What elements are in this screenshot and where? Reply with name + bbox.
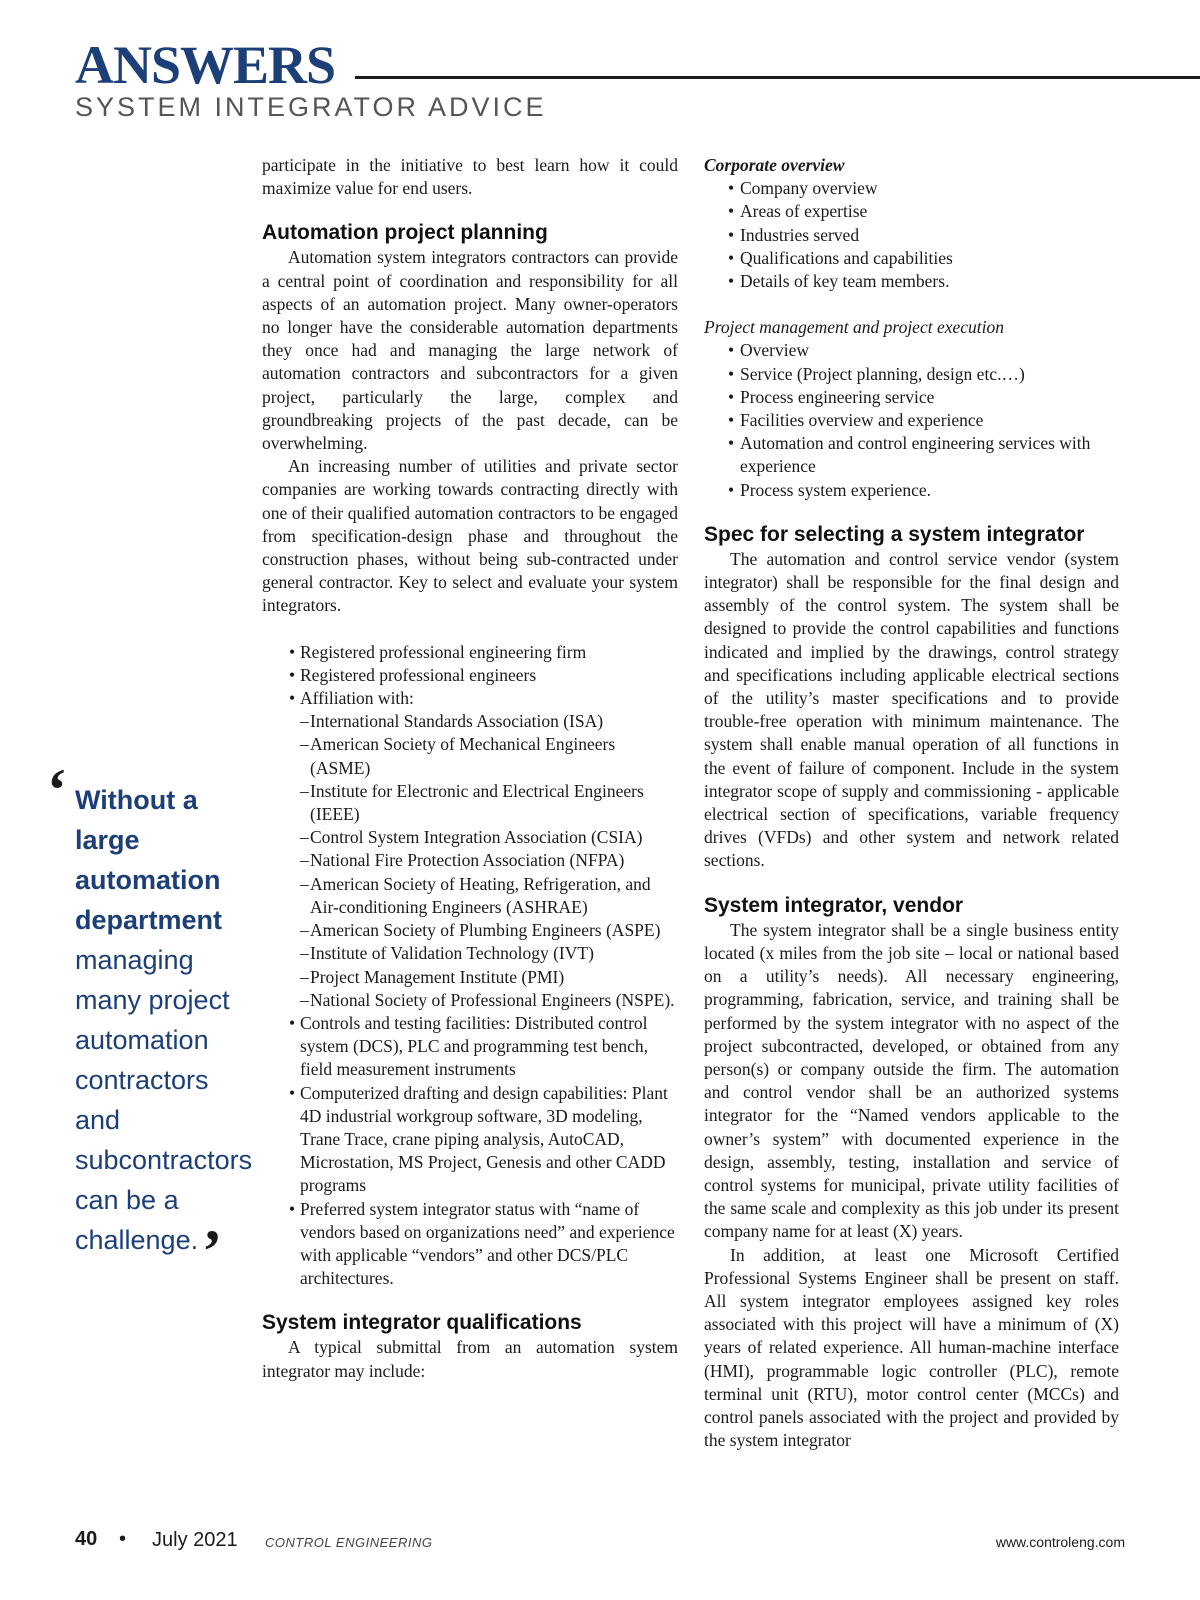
pull-quote — [47, 757, 253, 1284]
list-item: • Process engineering service — [704, 386, 1119, 409]
list-item: • Registered professional engineers — [262, 664, 678, 687]
criteria-list-continued — [262, 1012, 678, 1290]
list-item: • Industries served — [704, 224, 1119, 247]
paragraph: A typical submittal from an automation system integrator may include: — [262, 1337, 678, 1381]
affiliation-list — [262, 710, 678, 1012]
affiliation-item: – Institute for Electronic and Electrical Engineers (IEEE) — [262, 780, 678, 826]
list-item: • Facilities overview and experience — [704, 409, 1119, 432]
corporate-overview-title: Corporate overview — [704, 155, 845, 175]
paragraph: The automation and control service vendor (system integrator) shall be responsible for the final design and assembly of the control system. The system shall be designed to provide the control capabilities and functions indicated and implied by the drawings, control strategy and specifications including applicable electrical sections of the utility’s master specifications and to provide trouble-free operation with minimum maintenance. The system shall enable manual operation of all functions in the event of failure of component. Include in the system integrator scope of supply and commissioning - applicable electrical section of specifications, variable frequency drives (VFDs) and other system and network related sections. — [704, 548, 1119, 871]
corporate-overview-list — [704, 177, 1119, 293]
footer-separator: • — [119, 1528, 127, 1550]
affiliation-item: – International Standards Association (ISA) — [262, 710, 678, 733]
website-link[interactable]: www.controleng.com — [995, 1534, 1125, 1550]
intro-paragraph: participate in the initiative to best learn how it could maximize value for end users. — [262, 155, 678, 199]
pull-quote-text: managing many project automation contractors and subcontractors can be a challenge. — [75, 945, 253, 1255]
list-item-label: Affiliation with: — [300, 688, 414, 709]
list-item: • Controls and testing facilities: Distributed control system (DCS), PLC and programming test bench, field measurement instruments — [262, 1012, 678, 1082]
section-subtitle: SYSTEM INTEGRATOR ADVICE — [75, 92, 547, 122]
issue-date: July 2021 — [152, 1529, 238, 1551]
list-item: • Registered professional engineering firm — [262, 641, 678, 664]
page-header — [75, 30, 1200, 121]
affiliation-item: – Project Management Institute (PMI) — [262, 966, 678, 989]
pull-quote-bold: Without a large automation department — [75, 785, 223, 935]
list-item — [262, 687, 678, 710]
heading-planning: Automation project planning — [262, 221, 548, 245]
header-rule — [355, 76, 1200, 79]
magazine-name: CONTROL ENGINEERING — [265, 1535, 433, 1550]
affiliation-item: – American Society of Heating, Refrigeration, and Air-conditioning Engineers (ASHRAE) — [262, 873, 678, 919]
list-item: • Process system experience. — [704, 479, 1119, 502]
open-quote-mark: ‘ — [47, 757, 67, 823]
list-item: • Areas of expertise — [704, 200, 1119, 223]
list-item: • Computerized drafting and design capabilities: Plant 4D industrial workgroup software, 3D modeling, Trane Trace, crane piping analysis, AutoCAD, Microstation, MS Project, Genesis and other CADD programs — [262, 1082, 678, 1198]
list-item: • Details of key team members. — [704, 270, 1119, 293]
right-column — [704, 154, 1119, 1452]
page-number: 40 — [75, 1528, 98, 1550]
paragraph: Automation system integrators contractors can provide a central point of coordination and responsibility for all aspects of an automation project. Many owner-operators no longer have the considerable automation departments they once had and managing the large network of automation contractors and subcontractors for a given project, particularly the large, complex and groundbreaking projects of the past decade, can be overwhelming. — [262, 247, 678, 454]
affiliation-item: – National Fire Protection Association (NFPA) — [262, 849, 678, 872]
list-item: • Company overview — [704, 177, 1119, 200]
affiliation-item: – Institute of Validation Technology (IVT) — [262, 942, 678, 965]
paragraph: In addition, at least one Microsoft Certified Professional Systems Engineer shall be present on staff. All system integrator employees assigned key roles associated with this project will have a minimum of (X) years of related experience. All human-machine interface (HMI), programmable logic controller (PLC), remote terminal unit (RTU), motor control center (MCCs) and control panels associated with the project and provided by the system integrator — [704, 1244, 1119, 1451]
page-footer — [75, 1528, 1125, 1558]
list-item: • Automation and control engineering services with experience — [704, 432, 1119, 478]
criteria-list — [262, 641, 678, 711]
list-item: • Qualifications and capabilities — [704, 247, 1119, 270]
project-management-title: Project management and project execution — [704, 317, 1004, 338]
affiliation-item: – Control System Integration Association (CSIA) — [262, 826, 678, 849]
section-title: ANSWERS — [75, 35, 336, 95]
affiliation-item: – National Society of Professional Engineers (NSPE). — [262, 989, 678, 1012]
list-item: • Service (Project planning, design etc.…) — [704, 363, 1119, 386]
affiliation-item: – American Society of Plumbing Engineers (ASPE) — [262, 919, 678, 942]
list-item: • Preferred system integrator status with “name of vendors based on organizations need” and experience with applicable “vendors” and other DCS/PLC architectures. — [262, 1198, 678, 1291]
affiliation-item: – American Society of Mechanical Engineers (ASME) — [262, 733, 678, 779]
list-item: • Overview — [704, 339, 1119, 362]
heading-qualifications: System integrator qualifications — [262, 1311, 582, 1335]
close-quote-mark: ’ — [202, 1218, 223, 1284]
project-management-list — [704, 339, 1119, 501]
middle-column — [262, 154, 678, 1383]
heading-vendor: System integrator, vendor — [704, 893, 964, 917]
paragraph: The system integrator shall be a single business entity located (x miles from the job site – local or national based on a utility’s needs). All necessary engineering, programming, fabrication, service, and training shall be performed by the system integrator with no aspect of the project subcontracted, developed, or obtained from any person(s) or company outside the firm. The automation and control vendor shall be an authorized systems integrator for the “Named vendors applicable to the owner’s system” with documented experience in the design, assembly, testing, installation and service of control systems for municipal, private utility facilities of the same scale and complexity as this job under its present company name for at least (X) years. — [704, 919, 1119, 1242]
paragraph: An increasing number of utilities and private sector companies are working towards contracting directly with one of their qualified automation contractors to be engaged from specification-design phase and throughout the construction phases, without being sub-contracted under general contractor. Key to select and evaluate your system integrators. — [262, 456, 678, 616]
heading-spec: Spec for selecting a system integrator — [704, 522, 1085, 546]
